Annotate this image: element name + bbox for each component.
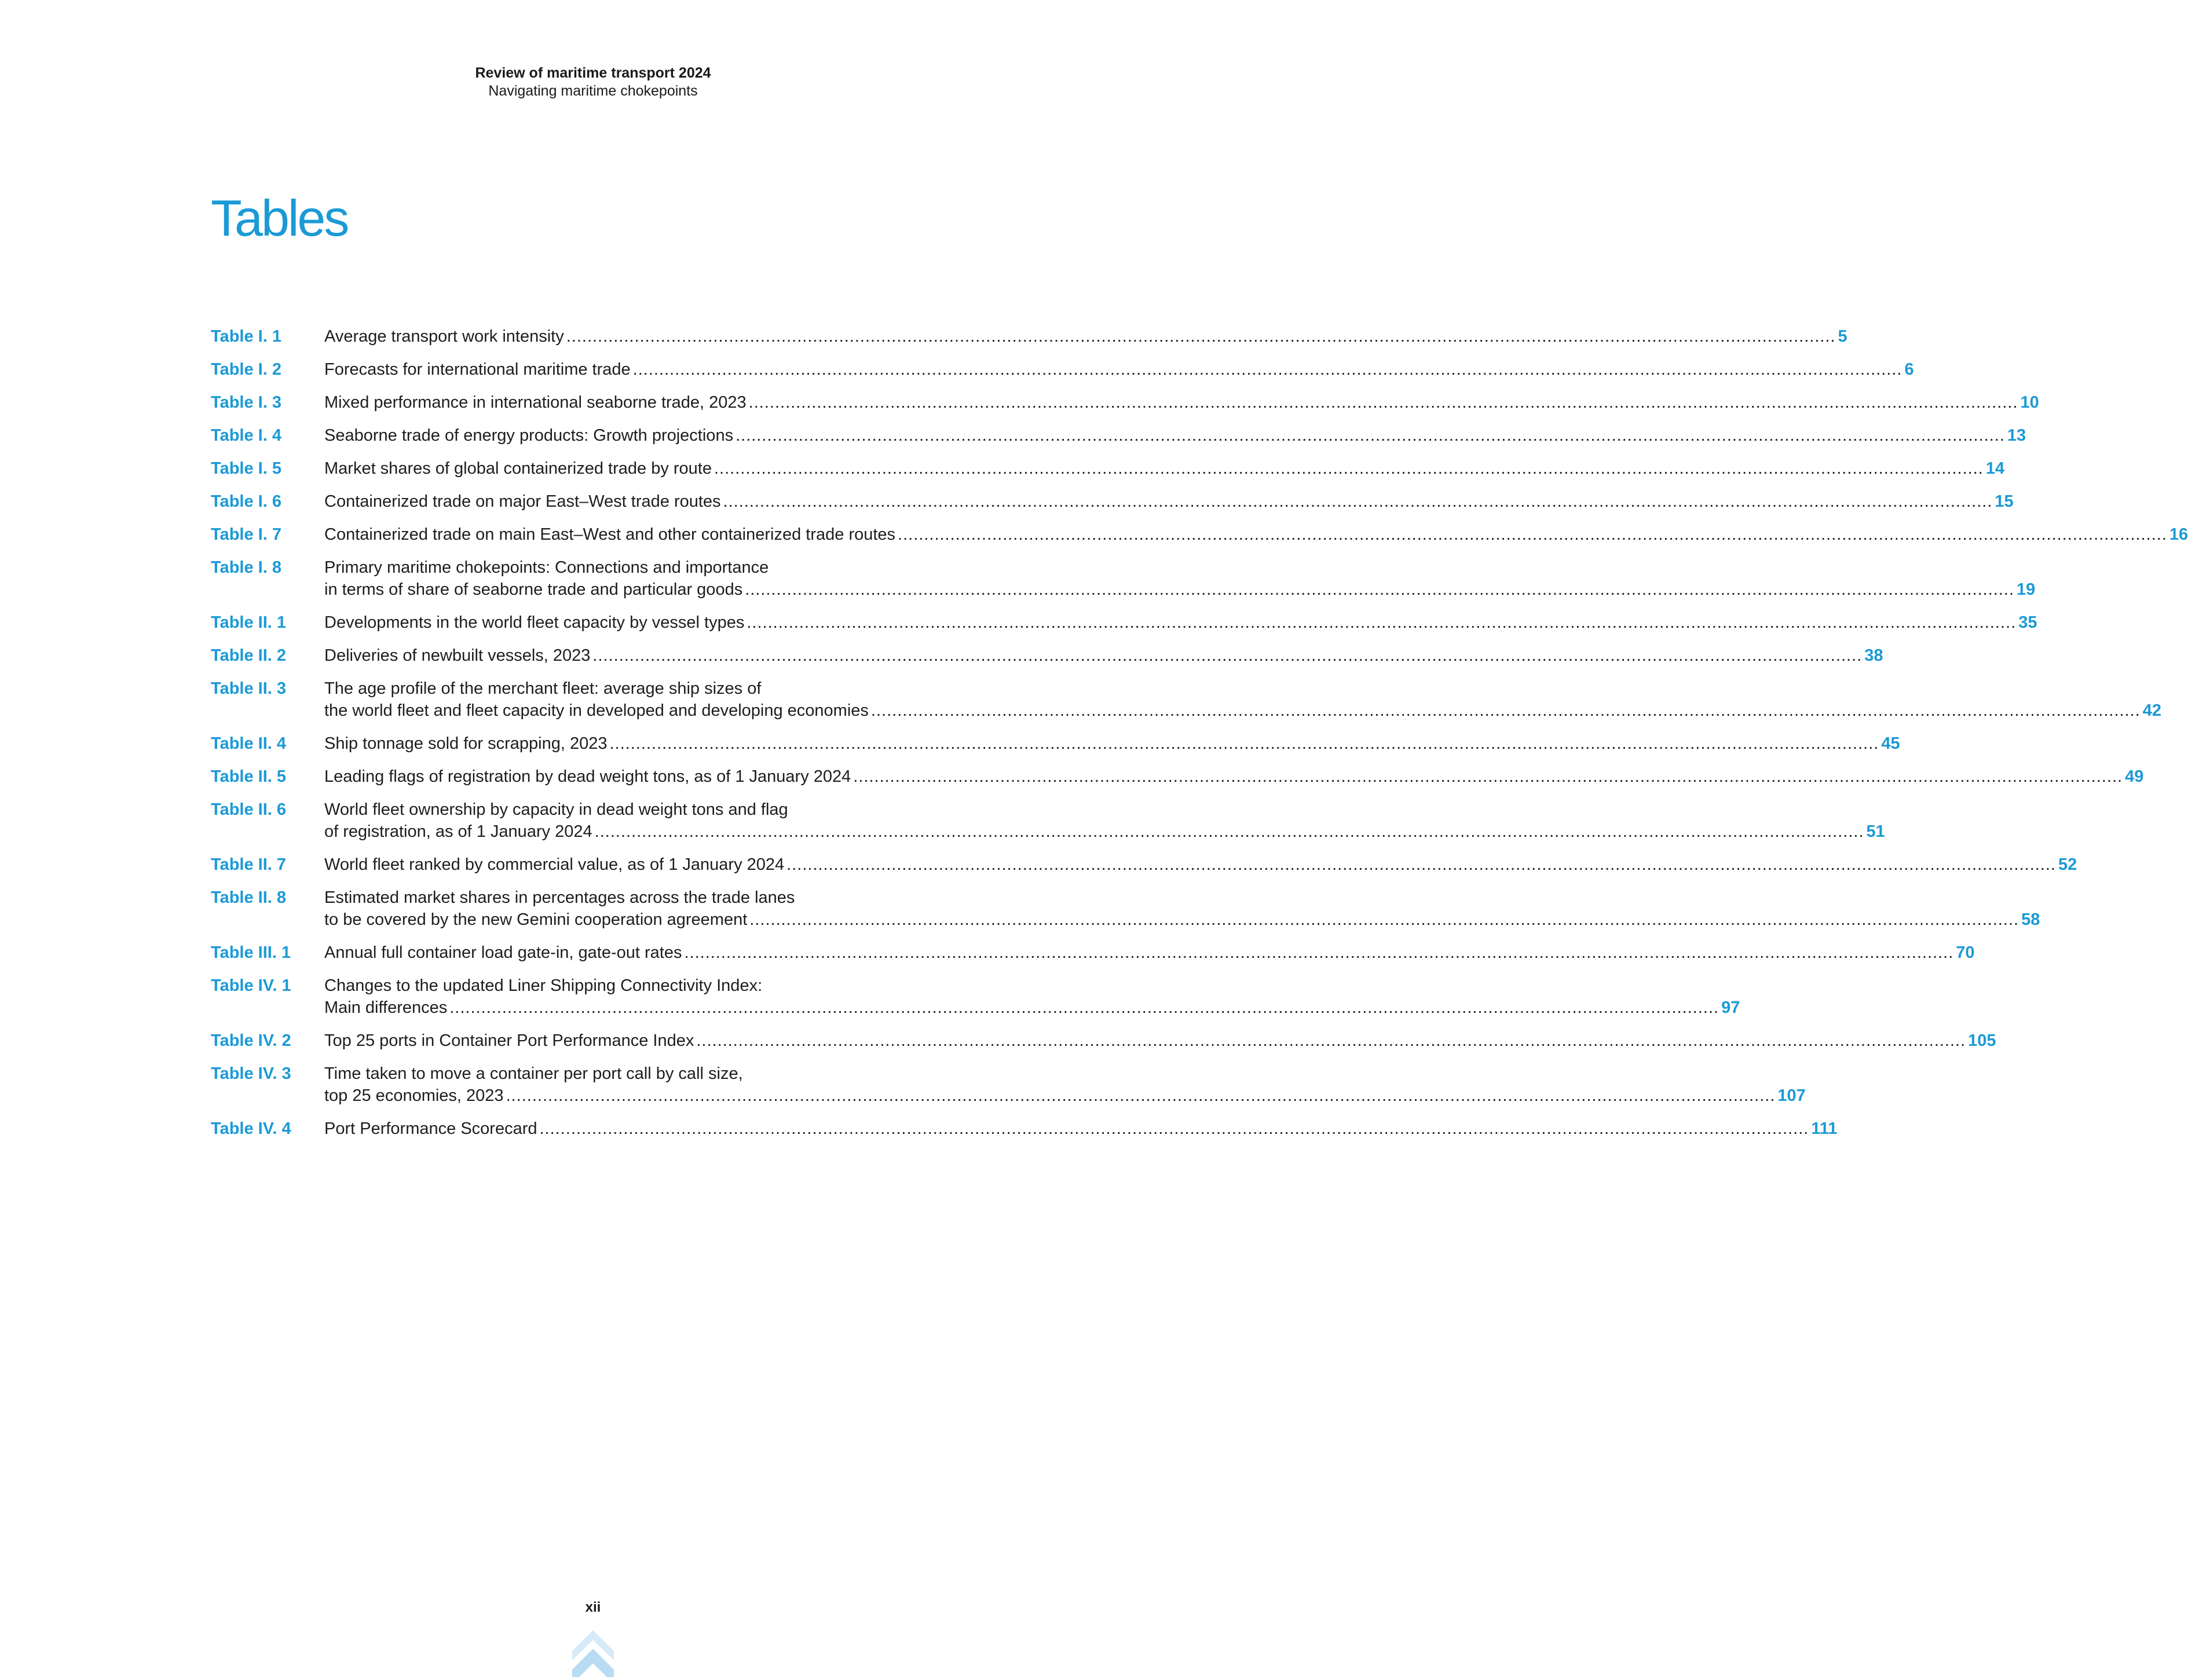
dot-leader — [595, 821, 1864, 843]
toc-entry-title-text: Changes to the updated Liner Shipping Connectivity Index: — [324, 976, 763, 995]
toc-entry[interactable] — [211, 678, 2162, 722]
toc-entry-title-text: Average transport work intensity — [324, 327, 564, 346]
toc-entry-title — [324, 524, 2188, 546]
dot-leader — [610, 733, 1879, 755]
toc-entry-page-number[interactable]: 10 — [2020, 393, 2039, 412]
toc-entry-page-number[interactable]: 16 — [2169, 525, 2188, 544]
toc-entry-label: Table II. 5 — [211, 767, 287, 786]
toc-entry-page-number[interactable]: 111 — [1811, 1119, 1838, 1138]
toc-entry-title — [324, 1118, 1838, 1140]
toc-entry-title-line — [324, 700, 2161, 722]
toc-entry[interactable] — [211, 799, 1885, 843]
toc-entry-title-line — [324, 854, 2077, 876]
toc-entry-label: Table IV. 4 — [211, 1119, 291, 1138]
dot-leader — [449, 997, 1719, 1019]
toc-entry-title — [324, 358, 1914, 380]
dot-leader — [745, 579, 2014, 601]
toc-entry-page-number[interactable]: 58 — [2021, 910, 2040, 929]
toc-entry-title-line — [324, 942, 1975, 964]
toc-entry-page-number[interactable]: 6 — [1904, 360, 1914, 379]
toc-entry-label: Table III. 1 — [211, 943, 291, 962]
toc-entry-title — [324, 942, 1975, 964]
toc-entry-title-line — [324, 887, 2040, 909]
toc-entry-title — [324, 1030, 1996, 1052]
table-of-tables — [211, 325, 2188, 1151]
toc-entry-title-line — [324, 909, 2040, 931]
dot-leader — [684, 942, 1953, 964]
double-chevron-up-icon — [572, 1630, 614, 1677]
toc-entry-title-line — [324, 358, 1914, 380]
toc-entry-title — [324, 645, 1883, 667]
toc-entry-title-text: Deliveries of newbuilt vessels, 2023 — [324, 646, 591, 665]
toc-entry-page-number[interactable]: 19 — [2017, 580, 2036, 599]
dot-leader — [714, 457, 1984, 480]
toc-entry-label: Table I. 2 — [211, 360, 281, 379]
toc-entry[interactable] — [211, 524, 2188, 546]
toc-entry-label: Table IV. 1 — [211, 976, 291, 995]
toc-entry-title — [324, 733, 1900, 755]
dot-leader — [539, 1118, 1809, 1140]
toc-entry-title-text: Main differences — [324, 998, 448, 1017]
toc-entry-page-number[interactable]: 97 — [1721, 998, 1740, 1017]
toc-entry-label: Table II. 7 — [211, 855, 287, 874]
toc-entry[interactable] — [211, 1030, 1996, 1052]
toc-entry-title-line — [324, 1063, 1806, 1085]
toc-entry-title — [324, 491, 2014, 513]
toc-entry-title-text: Mixed performance in international seaborne trade, 2023 — [324, 393, 747, 412]
toc-entry-title-text: Seaborne trade of energy products: Growth projections — [324, 426, 734, 445]
toc-entry[interactable] — [211, 557, 2036, 601]
toc-entry[interactable] — [211, 325, 1847, 347]
toc-entry[interactable] — [211, 733, 1900, 755]
toc-entry-title-text: of registration, as of 1 January 2024 — [324, 822, 592, 841]
toc-entry-title-line — [324, 821, 1885, 843]
toc-entry-title-text: World fleet ownership by capacity in dead weight tons and flag — [324, 800, 788, 819]
page-number: xii — [585, 1600, 601, 1615]
dot-leader — [592, 645, 1862, 667]
toc-entry-title-text: Annual full container load gate-in, gate-out rates — [324, 943, 682, 962]
toc-entry[interactable] — [211, 424, 2026, 446]
toc-entry[interactable] — [211, 975, 1740, 1019]
toc-entry-title-line — [324, 1085, 1806, 1107]
toc-entry-title-text: Developments in the world fleet capacity by vessel types — [324, 613, 745, 632]
dot-leader — [736, 424, 2005, 446]
toc-entry-title-text: Top 25 ports in Container Port Performance Index — [324, 1031, 694, 1050]
toc-entry-label: Table IV. 3 — [211, 1064, 291, 1083]
toc-entry-page-number[interactable]: 5 — [1838, 327, 1847, 346]
toc-entry[interactable] — [211, 491, 2014, 513]
toc-entry-title-text: Port Performance Scorecard — [324, 1119, 537, 1138]
toc-entry-title-line — [324, 579, 2035, 601]
toc-entry-label: Table II. 4 — [211, 734, 287, 753]
toc-entry[interactable] — [211, 457, 2005, 480]
dot-leader — [747, 612, 2016, 634]
dot-leader — [898, 524, 2167, 546]
toc-entry-title-text: Leading flags of registration by dead weight tons, as of 1 January 2024 — [324, 767, 851, 786]
toc-entry-label: Table II. 6 — [211, 800, 287, 819]
toc-entry-title-line — [324, 997, 1740, 1019]
toc-entry-title-text: Containerized trade on major East–West trade routes — [324, 492, 721, 511]
toc-entry-page-number[interactable]: 51 — [1866, 822, 1885, 841]
toc-entry-title-line — [324, 1030, 1996, 1052]
toc-entry-title-text: Time taken to move a container per port call by call size, — [324, 1064, 743, 1083]
toc-entry-title-line — [324, 678, 2161, 700]
toc-entry-title — [324, 557, 2035, 601]
back-to-top-button[interactable] — [572, 1630, 614, 1677]
toc-entry-title-line — [324, 645, 1883, 667]
toc-entry-label: Table I. 7 — [211, 525, 281, 544]
toc-entry[interactable] — [211, 887, 2040, 931]
toc-entry[interactable] — [211, 391, 2039, 413]
toc-entry-title-line — [324, 1118, 1838, 1140]
dot-leader — [749, 909, 2019, 931]
toc-entry[interactable] — [211, 358, 1914, 380]
toc-entry-page-number[interactable]: 38 — [1864, 646, 1883, 665]
toc-entry-title-line — [324, 491, 2014, 513]
toc-entry-label: Table I. 4 — [211, 426, 281, 445]
page-title: Tables — [211, 189, 348, 247]
toc-entry-title — [324, 766, 2143, 788]
toc-entry-title — [324, 799, 1885, 843]
toc-entry-page-number[interactable]: 70 — [1956, 943, 1975, 962]
toc-entry-title-line — [324, 524, 2188, 546]
toc-entry[interactable] — [211, 612, 2037, 634]
toc-entry-title-text: Ship tonnage sold for scrapping, 2023 — [324, 734, 608, 753]
toc-entry-title-text: the world fleet and fleet capacity in developed and developing economies — [324, 701, 869, 720]
toc-entry-title-text: Primary maritime chokepoints: Connections and importance — [324, 558, 769, 577]
toc-entry[interactable] — [211, 1118, 1838, 1140]
toc-entry-title-line — [324, 975, 1740, 997]
dot-leader — [871, 700, 2141, 722]
dot-leader — [723, 491, 1993, 513]
toc-entry-page-number[interactable]: 52 — [2058, 855, 2077, 874]
toc-entry-title — [324, 854, 2077, 876]
toc-entry-title — [324, 678, 2161, 722]
toc-entry-label: Table II. 1 — [211, 613, 287, 632]
toc-entry-title — [324, 975, 1740, 1019]
toc-entry-title-text: World fleet ranked by commercial value, as of 1 January 2024 — [324, 855, 785, 874]
toc-entry[interactable] — [211, 645, 1883, 667]
toc-entry-page-number[interactable]: 15 — [1995, 492, 2014, 511]
toc-entry-page-number[interactable]: 13 — [2007, 426, 2026, 445]
running-header — [0, 64, 1186, 100]
toc-entry-label: Table II. 8 — [211, 888, 287, 907]
toc-entry-page-number[interactable]: 107 — [1777, 1086, 1806, 1105]
toc-entry-title — [324, 391, 2039, 413]
report-title: Review of maritime transport 2024 — [475, 65, 711, 81]
toc-entry-title-text: The age profile of the merchant fleet: average ship sizes of — [324, 679, 762, 698]
toc-entry-title-line — [324, 799, 1885, 821]
toc-entry-title — [324, 457, 2004, 480]
toc-entry-title-text: Forecasts for international maritime trade — [324, 360, 631, 379]
toc-entry[interactable] — [211, 1063, 1806, 1107]
toc-entry-label: Table I. 6 — [211, 492, 281, 511]
toc-entry-title-text: to be covered by the new Gemini cooperation agreement — [324, 910, 748, 929]
toc-entry-title-line — [324, 424, 2026, 446]
toc-entry[interactable] — [211, 854, 2077, 876]
toc-entry-title-line — [324, 391, 2039, 413]
report-subtitle: Navigating maritime chokepoints — [488, 83, 698, 99]
toc-entry[interactable] — [211, 942, 1975, 964]
toc-entry[interactable] — [211, 766, 2144, 788]
toc-entry-title-line — [324, 612, 2037, 634]
toc-entry-title-text: Estimated market shares in percentages across the trade lanes — [324, 888, 795, 907]
toc-entry-label: Table I. 5 — [211, 459, 281, 478]
toc-entry-title-line — [324, 733, 1900, 755]
dot-leader — [696, 1030, 1966, 1052]
toc-entry-page-number[interactable]: 42 — [2142, 701, 2162, 720]
dot-leader — [506, 1085, 1776, 1107]
toc-entry-title-line — [324, 557, 2035, 579]
toc-entry-title — [324, 325, 1847, 347]
toc-entry-page-number[interactable]: 105 — [1968, 1031, 1996, 1050]
toc-entry-title — [324, 612, 2037, 634]
toc-entry-page-number[interactable]: 14 — [1985, 459, 2005, 478]
toc-entry-page-number[interactable]: 49 — [2125, 767, 2144, 786]
toc-entry-label: Table I. 3 — [211, 393, 281, 412]
toc-entry-title-text: top 25 economies, 2023 — [324, 1086, 504, 1105]
toc-entry-title-line — [324, 325, 1847, 347]
toc-entry-title-line — [324, 457, 2004, 480]
toc-entry-title-text: in terms of share of seaborne trade and particular goods — [324, 580, 743, 599]
toc-entry-label: Table I. 1 — [211, 327, 281, 346]
toc-entry-label: Table IV. 2 — [211, 1031, 291, 1050]
toc-entry-title-text: Market shares of global containerized trade by route — [324, 459, 712, 478]
toc-entry-page-number[interactable]: 45 — [1881, 734, 1900, 753]
toc-entry-page-number[interactable]: 35 — [2018, 613, 2037, 632]
toc-entry-title — [324, 887, 2040, 931]
dot-leader — [749, 391, 2018, 413]
dot-leader — [786, 854, 2056, 876]
dot-leader — [566, 325, 1836, 347]
toc-entry-title-line — [324, 766, 2143, 788]
dot-leader — [853, 766, 2123, 788]
dot-leader — [633, 358, 1902, 380]
toc-entry-label: Table II. 2 — [211, 646, 287, 665]
toc-entry-label: Table II. 3 — [211, 679, 287, 698]
toc-entry-label: Table I. 8 — [211, 558, 281, 577]
toc-entry-title — [324, 424, 2026, 446]
toc-entry-title-text: Containerized trade on main East–West and other containerized trade routes — [324, 525, 896, 544]
toc-entry-title — [324, 1063, 1806, 1107]
